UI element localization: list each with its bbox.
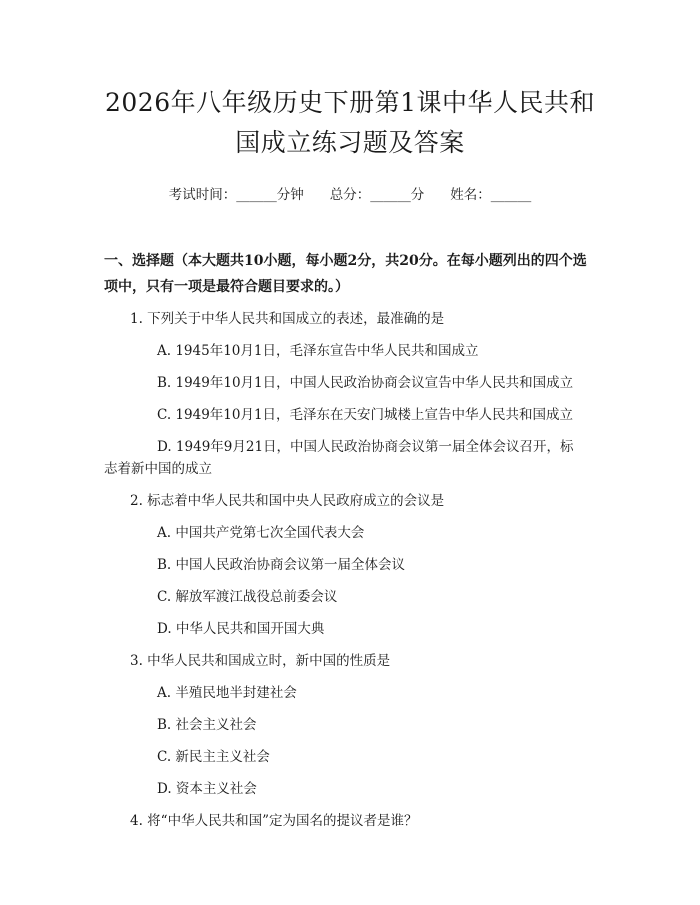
question-stem: 3. 中华人民共和国成立时，新中国的性质是 [130, 653, 391, 669]
document-title [104, 0, 596, 163]
question-stem: 4. 将“中华人民共和国”定为国名的提议者是谁？ [130, 813, 418, 829]
exam-info [104, 185, 596, 205]
title-line-2: 国成立练习题及答案 [235, 128, 465, 157]
option-c: C. 解放军渡江战役总前委会议 [157, 589, 338, 605]
question-3 [104, 650, 596, 800]
total-score: 总分：______分 [329, 187, 425, 203]
option-b: B. 社会主义社会 [157, 717, 257, 733]
option-d: D. 中华人民共和国开国大典 [157, 621, 325, 637]
option-c: C. 新民主主义社会 [157, 749, 270, 765]
option-a: A. 半殖民地半封建社会 [157, 685, 297, 701]
title-line-1: 2026年八年级历史下册第1课中华人民共和 [104, 88, 596, 117]
exam-time: 考试时间：______分钟 [168, 187, 304, 203]
option-b: B. 中国人民政治协商会议第一届全体会议 [157, 557, 406, 573]
option-b: B. 1949年10月1日，中国人民政治协商会议宣告中华人民共和国成立 [157, 375, 574, 391]
question-4 [104, 810, 596, 832]
option-c: C. 1949年10月1日，毛泽东在天安门城楼上宣告中华人民共和国成立 [157, 407, 574, 423]
section-heading [104, 248, 596, 300]
question-2 [104, 490, 596, 640]
question-stem: 2. 标志着中华人民共和国中央人民政府成立的会议是 [130, 493, 445, 509]
option-d: D. 资本主义社会 [157, 781, 257, 797]
section-heading-line-2: 项中，只有一项是最符合题目要求的。） [104, 279, 349, 295]
option-d-line-1: D. 1949年9月21日，中国人民政治协商会议第一届全体会议召开，标 [157, 439, 574, 455]
option-a: A. 1945年10月1日，毛泽东宣告中华人民共和国成立 [157, 343, 479, 359]
option-a: A. 中国共产党第七次全国代表大会 [157, 525, 365, 541]
section-heading-line-1: 一、选择题（本大题共10小题，每小题2分，共20分。在每小题列出的四个选 [104, 253, 587, 269]
option-d-line-2: 志着新中国的成立 [104, 461, 212, 477]
student-name: 姓名：______ [450, 187, 532, 203]
option-d [104, 436, 596, 480]
question-stem: 1. 下列关于中华人民共和国成立的表述，最准确的是 [130, 311, 445, 327]
question-1 [104, 308, 596, 480]
